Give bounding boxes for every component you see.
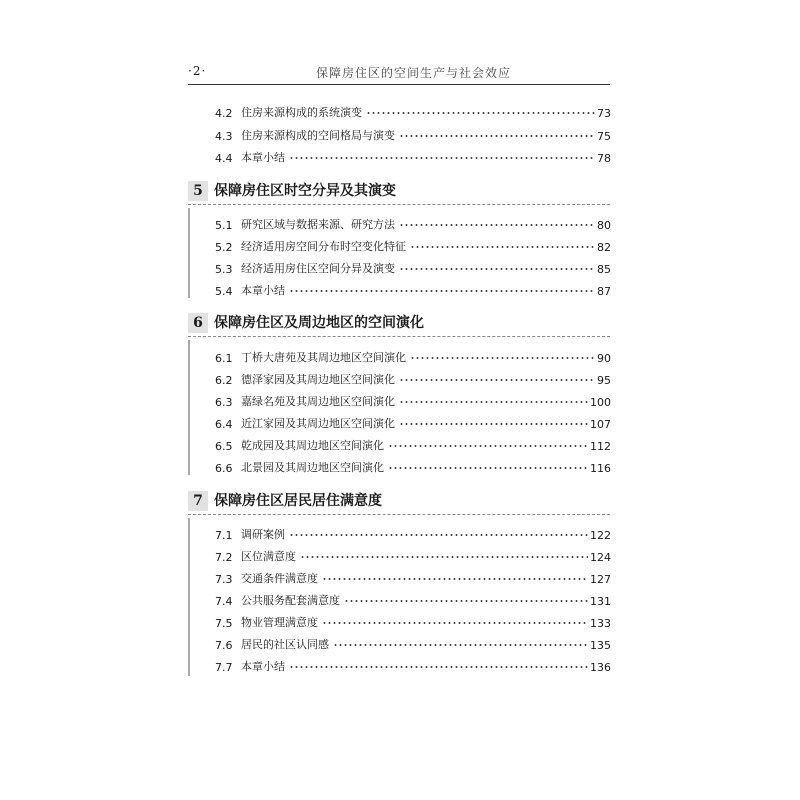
toc-entry-title: 丁桥大唐苑及其周边地区空间演化 (241, 351, 406, 364)
toc-entry-page: 95 (597, 374, 611, 387)
dot-leader (410, 355, 595, 361)
toc-entry-page: 78 (597, 152, 611, 165)
dot-leader (322, 576, 588, 582)
dot-leader (289, 155, 595, 161)
toc-entry-number: 4.2 (215, 107, 233, 120)
toc-entry-number: 7.7 (215, 661, 233, 674)
toc-entry-title: 嘉绿名苑及其周边地区空间演化 (241, 395, 395, 408)
toc-entry[interactable] (215, 435, 611, 453)
toc-entry-page: 100 (590, 396, 611, 409)
toc-entry-title: 调研案例 (241, 528, 285, 541)
toc-entry[interactable] (215, 413, 611, 431)
dot-leader (399, 222, 595, 228)
chapter-title: 保障房住区时空分异及其演变 (214, 183, 396, 199)
dot-leader (322, 620, 588, 626)
toc-entry-page: 80 (597, 219, 611, 232)
dot-leader (399, 421, 588, 427)
toc-entry-page: 107 (590, 418, 611, 431)
toc-entry-title: 物业管理满意度 (241, 616, 318, 629)
toc-entry-title: 研究区域与数据来源、研究方法 (241, 218, 395, 231)
toc-entry[interactable] (215, 546, 611, 564)
toc-entry[interactable] (215, 524, 611, 542)
chapter-side-rule (188, 208, 190, 298)
toc-entry-title: 本章小结 (241, 151, 285, 164)
toc-entry-number: 5.3 (215, 263, 233, 276)
toc-entry[interactable] (215, 590, 611, 608)
toc-entry-number: 7.4 (215, 595, 233, 608)
dot-leader (399, 377, 595, 383)
toc-entry-page: 127 (590, 573, 611, 586)
dot-leader (410, 244, 595, 250)
toc-entry-number: 5.1 (215, 219, 233, 232)
toc-entry-page: 85 (597, 263, 611, 276)
toc-entry-number: 6.2 (215, 374, 233, 387)
running-book-title: 保障房住区的空间生产与社会效应 (316, 66, 512, 80)
toc-entry-number: 7.3 (215, 573, 233, 586)
toc-entry[interactable] (215, 347, 611, 365)
toc-entry[interactable] (215, 147, 611, 165)
toc-entry-number: 4.3 (215, 130, 233, 143)
toc-entry[interactable] (215, 612, 611, 630)
toc-entry-page: 136 (590, 661, 611, 674)
chapter-title: 保障房住区及周边地区的空间演化 (214, 315, 424, 331)
dot-leader (344, 598, 588, 604)
toc-entry-page: 122 (590, 529, 611, 542)
chapter-side-rule (188, 340, 190, 475)
dot-leader (333, 642, 588, 648)
toc-entry-page: 135 (590, 639, 611, 652)
toc-entry-page: 131 (590, 595, 611, 608)
toc-entry-page: 133 (590, 617, 611, 630)
toc-entry-page: 90 (597, 352, 611, 365)
toc-entry[interactable] (215, 634, 611, 652)
dot-leader (289, 288, 595, 294)
toc-entry-title: 居民的社区认同感 (241, 638, 329, 651)
toc-entry-number: 5.4 (215, 285, 233, 298)
toc-entry[interactable] (215, 457, 611, 475)
toc-entry[interactable] (215, 369, 611, 387)
toc-entry[interactable] (215, 236, 611, 254)
toc-entry-title: 乾成园及其周边地区空间演化 (241, 439, 384, 452)
toc-entry-title: 区位满意度 (241, 550, 296, 563)
chapter-heading[interactable] (188, 490, 610, 515)
toc-entry-number: 7.5 (215, 617, 233, 630)
toc-entry[interactable] (215, 258, 611, 276)
dot-leader (388, 465, 588, 471)
chapter-number: 5 (188, 181, 208, 201)
dot-leader (399, 266, 595, 272)
toc-entry-title: 德泽家园及其周边地区空间演化 (241, 373, 395, 386)
toc-entry-number: 4.4 (215, 152, 233, 165)
toc-entry-number: 6.6 (215, 462, 233, 475)
toc-entry[interactable] (215, 214, 611, 232)
toc-entry[interactable] (215, 568, 611, 586)
toc-entry[interactable] (215, 656, 611, 674)
toc-entry-page: 73 (597, 107, 611, 120)
toc-entry-number: 5.2 (215, 241, 233, 254)
toc-entry-title: 北景园及其周边地区空间演化 (241, 461, 384, 474)
toc-entry-page: 87 (597, 285, 611, 298)
page-header (188, 62, 610, 85)
dot-leader (399, 133, 595, 139)
toc-entry-page: 75 (597, 130, 611, 143)
toc-entry-number: 6.5 (215, 440, 233, 453)
dot-leader (300, 554, 588, 560)
toc-entry-title: 住房来源构成的空间格局与演变 (241, 129, 395, 142)
chapter-number: 7 (188, 491, 208, 511)
toc-entry-number: 6.4 (215, 418, 233, 431)
toc-entry-number: 7.1 (215, 529, 233, 542)
chapter-heading[interactable] (188, 312, 610, 337)
toc-entry-title: 住房来源构成的系统演变 (241, 106, 362, 119)
chapter-number: 6 (188, 313, 208, 333)
toc-entry-title: 经济适用房空间分布时空变化特征 (241, 240, 406, 253)
page-number: ·2· (188, 64, 207, 78)
chapter-title: 保障房住区居民居住满意度 (214, 493, 382, 509)
toc-entry-title: 近江家园及其周边地区空间演化 (241, 417, 395, 430)
toc-entry-title: 本章小结 (241, 660, 285, 673)
toc-entry[interactable] (215, 280, 611, 298)
toc-entry-number: 7.2 (215, 551, 233, 564)
toc-entry-title: 公共服务配套满意度 (241, 594, 340, 607)
toc-entry-page: 124 (590, 551, 611, 564)
toc-entry-page: 82 (597, 241, 611, 254)
chapter-side-rule (188, 518, 190, 676)
toc-entry-title: 本章小结 (241, 284, 285, 297)
dot-leader (366, 110, 595, 116)
toc-entry-number: 6.1 (215, 352, 233, 365)
toc-entry-page: 116 (590, 462, 611, 475)
toc-entry-title: 经济适用房住区空间分异及演变 (241, 262, 395, 275)
toc-entry[interactable] (215, 125, 611, 143)
toc-entry-number: 6.3 (215, 396, 233, 409)
chapter-heading[interactable] (188, 180, 610, 205)
toc-entry[interactable] (215, 391, 611, 409)
dot-leader (399, 399, 588, 405)
toc-entry[interactable] (215, 102, 611, 120)
dot-leader (289, 532, 588, 538)
toc-entry-title: 交通条件满意度 (241, 572, 318, 585)
toc-entry-number: 7.6 (215, 639, 233, 652)
dot-leader (388, 443, 588, 449)
dot-leader (289, 664, 588, 670)
toc-entry-page: 112 (590, 440, 611, 453)
